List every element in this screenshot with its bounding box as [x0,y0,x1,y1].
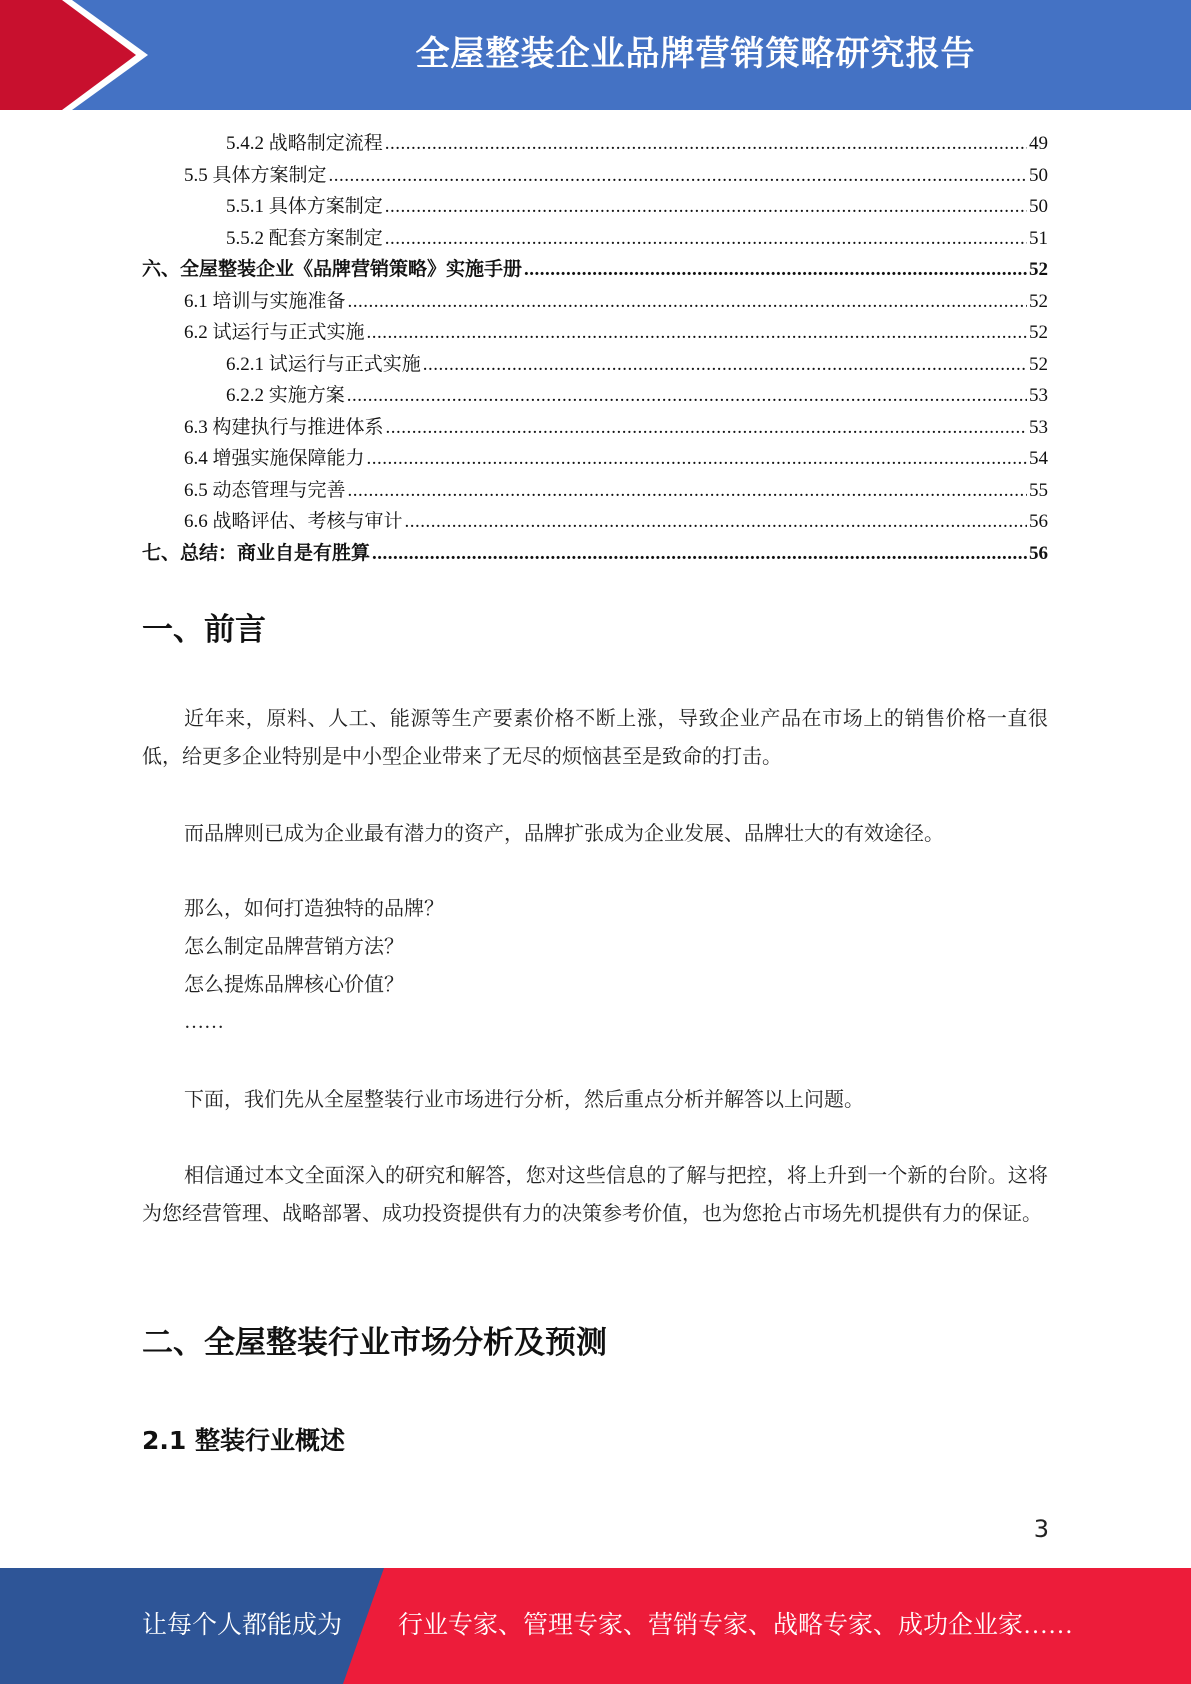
toc-entry[interactable] [142,254,1048,286]
toc-entry-page: 50 [1029,196,1048,217]
header-title: 全屋整装企业品牌营销策略研究报告 [415,34,976,74]
page-footer [0,1568,1191,1684]
toc-entry[interactable] [142,191,1048,223]
toc-entry-label: 六、全屋整装企业《品牌营销策略》实施手册 [142,259,523,280]
toc-entry-page: 56 [1029,542,1048,564]
toc-entry[interactable] [142,160,1048,192]
question-line-3: 怎么提炼品牌核心价值？ [184,974,404,996]
toc-entry[interactable] [142,380,1048,412]
toc-entry-label: 5.5 具体方案制定 [184,164,327,186]
toc-entry[interactable] [142,223,1048,255]
toc-entry[interactable] [142,349,1048,381]
toc-entry[interactable] [142,286,1048,318]
toc-entry-label: 七、总结：商业自是有胜算 [142,542,371,564]
page-number: 3 [1033,1515,1049,1543]
toc-dot-leader [329,160,1027,192]
page-header [0,0,1191,110]
toc-entry-page: 56 [1029,511,1048,532]
toc-entry-page: 52 [1029,322,1048,343]
toc-dot-leader [367,317,1027,349]
subsection-heading-overview: 2.1 整装行业概述 [142,1426,345,1455]
toc-entry-label: 6.2.2 实施方案 [226,385,345,406]
toc-entry[interactable] [142,506,1048,538]
toc-entry-page: 49 [1029,133,1048,154]
toc-dot-leader [524,254,1027,286]
ellipsis-line: …… [184,1011,224,1033]
toc-entry-label: 6.5 动态管理与完善 [184,479,346,501]
section-heading-preface: 一、前言 [142,612,266,648]
footer-slogan-left: 让每个人都能成为 [142,1612,343,1639]
toc-dot-leader [423,349,1027,381]
toc-entry-label: 6.1 培训与实施准备 [184,290,346,312]
toc-dot-leader [372,538,1027,570]
toc-entry-label: 6.4 增强实施保障能力 [184,448,365,469]
toc-entry-page: 50 [1029,164,1048,186]
toc-dot-leader [348,475,1027,507]
footer-slogan-right: 行业专家、管理专家、营销专家、战略专家、成功企业家…… [398,1612,1074,1639]
toc-entry-page: 51 [1029,227,1048,249]
toc-entry-label: 6.3 构建执行与推进体系 [184,416,384,438]
toc-entry-label: 6.2 试运行与正式实施 [184,322,365,343]
toc-entry-label: 6.6 战略评估、考核与审计 [184,511,403,532]
toc-entry[interactable] [142,412,1048,444]
toc-entry-page: 52 [1029,259,1048,280]
toc-entry-label: 5.5.2 配套方案制定 [226,227,383,249]
toc-entry-label: 5.5.1 具体方案制定 [226,196,383,217]
table-of-contents [142,128,1048,569]
question-line-2: 怎么制定品牌营销方法？ [184,936,404,958]
toc-entry-page: 52 [1029,353,1048,375]
toc-dot-leader [405,506,1027,538]
toc-entry-page: 52 [1029,290,1048,312]
toc-dot-leader [385,128,1027,160]
toc-entry[interactable] [142,128,1048,160]
toc-dot-leader [348,286,1027,318]
paragraph-intro: 近年来，原料、人工、能源等生产要素价格不断上涨，导致企业产品在市场上的销售价格一直很低，给更多企业特别是中小型企业带来了无尽的烦恼甚至是致命的打击。 [142,708,1048,768]
paragraph-analysis-plan: 下面，我们先从全屋整装行业市场进行分析，然后重点分析并解答以上问题。 [184,1089,864,1111]
toc-entry-page: 53 [1029,385,1048,406]
header-chevron-decoration [0,0,160,110]
toc-dot-leader [385,191,1027,223]
question-line-1: 那么，如何打造独特的品牌？ [184,898,444,920]
toc-entry[interactable] [142,317,1048,349]
toc-entry[interactable] [142,443,1048,475]
toc-entry[interactable] [142,538,1048,570]
toc-entry[interactable] [142,475,1048,507]
paragraph-conclusion: 相信通过本文全面深入的研究和解答，您对这些信息的了解与把控，将上升到一个新的台阶。这将为您经营管理、战略部署、成功投资提供有力的决策参考价值，也为您抢占市场先机提供有力的保证。 [142,1165,1048,1225]
section-heading-market-analysis: 二、全屋整装行业市场分析及预测 [142,1325,607,1361]
toc-dot-leader [386,412,1027,444]
toc-entry-page: 55 [1029,479,1048,501]
toc-dot-leader [367,443,1027,475]
paragraph-brand-asset: 而品牌则已成为企业最有潜力的资产，品牌扩张成为企业发展、品牌壮大的有效途径。 [184,823,944,845]
toc-dot-leader [347,380,1027,412]
toc-entry-label: 6.2.1 试运行与正式实施 [226,353,421,375]
toc-entry-page: 53 [1029,416,1048,438]
toc-dot-leader [385,223,1027,255]
toc-entry-page: 54 [1029,448,1048,469]
toc-entry-label: 5.4.2 战略制定流程 [226,133,383,154]
